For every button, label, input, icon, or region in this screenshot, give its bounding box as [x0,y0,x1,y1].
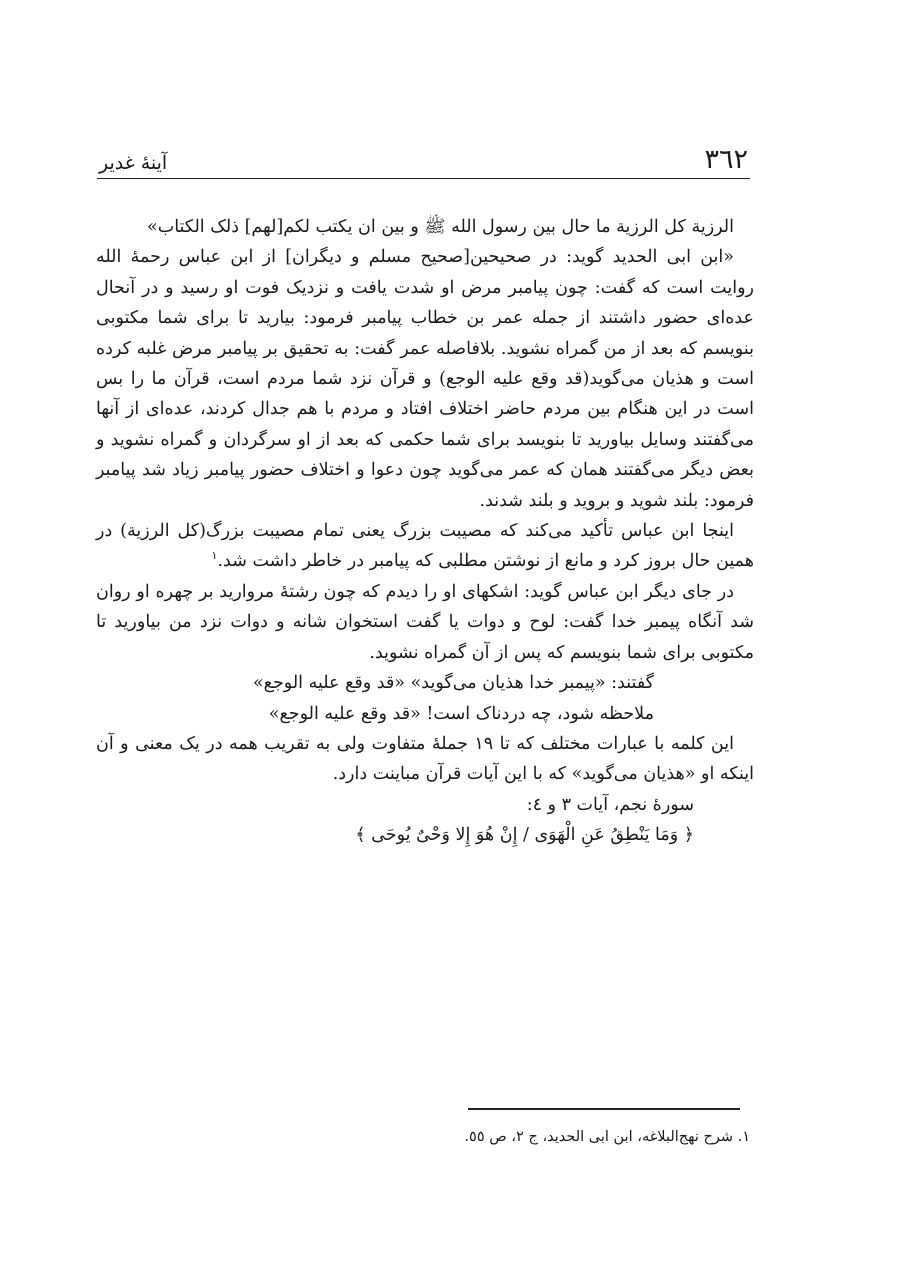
paragraph-ibn-abbas-emphasis [96,516,754,577]
paragraph-another-narration: در جای دیگر ابن عباس گوید: اشکهای او را دیدم که چون رشتهٔ مروارید بر چهره او روان شد آنگاه پیمبر خدا گفت: لوح و دوات یا گفت استخوان شانه و دوات نزد من بیاورید تا مکتوبی برای شما بنویسم که پس از آن گمراه نشوید. [96,581,754,663]
paragraph-ibn-abi-al-hadid: «ابن ابی الحدید گوید: در صحیحین[صحیح مسلم و دیگران] از ابن عباس رحمهٔ الله روایت است که گفت: چون پیامبر مرض او شدت یافت و نزدیک فوت او رسید و در آنحال عده‌ای حضور داشتند از جمله عمر بن خطاب پیامبر فرمود: بیارید تا برای شما مکتوبی بنویسم که بعد از من گمراه نشوید. بلافاصله عمر گفت: به تحقیق بر پیامبر مرض غلبه کرده است و هذیان می‌گوید(قد وقع علیه الوجع) و قرآن نزد شما مردم است، قرآن ما را بس است در این هنگام بین مردم حاضر اختلاف افتاد و مردم با هم جدال کردند، عده‌ای از آنها می‌گفتند وسایل بیاورید تا بنویسد برای شما حکمی که بعد از او سرگردان و گمراه نشوید و بعض دیگر می‌گفتند همان که عمر می‌گوید چون دعوا و اختلاف حضور پیامبر زیاد شد پیامبر فرمود: بلند شوید و بروید و بلند شدند. [96,247,754,511]
header-rule [97,178,750,179]
page-number: ٣٦٢ [704,144,748,175]
surah-reference: سورهٔ نجم، آیات ٣ و ٤: [526,794,694,815]
book-title: آینهٔ غدیر [99,152,168,174]
paragraph-ibn-abbas-emphasis-text: اینجا ابن عباس تأکید می‌کند که مصیبت بزرگ یعنی تمام مصیبت بزرگ(کل الرزیة) در همین حال بروز کرد و مانع از نوشتن مطلبی که پیامبر در خاطر داشت شد. [96,521,754,572]
paragraph-note: ملاحظه شود، چه دردناک است! «قد وقع علیه الوجع» [268,703,654,724]
footnote: ١. شرح نهج‌البلاغه، ابن ابی الحدید، ج ٢، ص ٥٥. [464,1129,750,1145]
quran-verse: ﴿ وَمَا یَنْطِقُ عَنِ الْهَوَی / إِنْ هُوَ إِلا وَحْیٌ یُوحَی ﴾ [355,825,694,846]
footnote-marker: ١ [211,549,218,563]
main-text [96,212,754,851]
paragraph-this-word: این کلمه با عبارات مختلف که تا ١٩ جملهٔ متفاوت ولی به تقریب همه در یک معنی و آن اینکه او «هذیان می‌گوید» که با این آیات قرآن مباینت دارد. [96,733,754,785]
paragraph-quote-end: الرزیة کل الرزیة ما حال بین رسول الله ﷺ و بین ان یکتب لکم[لهم] ذلک الکتاب» [147,217,734,237]
paragraph-they-said: گفتند: «پیمبر خدا هذیان می‌گوید» «قد وقع علیه الوجع» [252,673,654,694]
footnote-rule [468,1108,740,1110]
running-header [97,143,750,183]
